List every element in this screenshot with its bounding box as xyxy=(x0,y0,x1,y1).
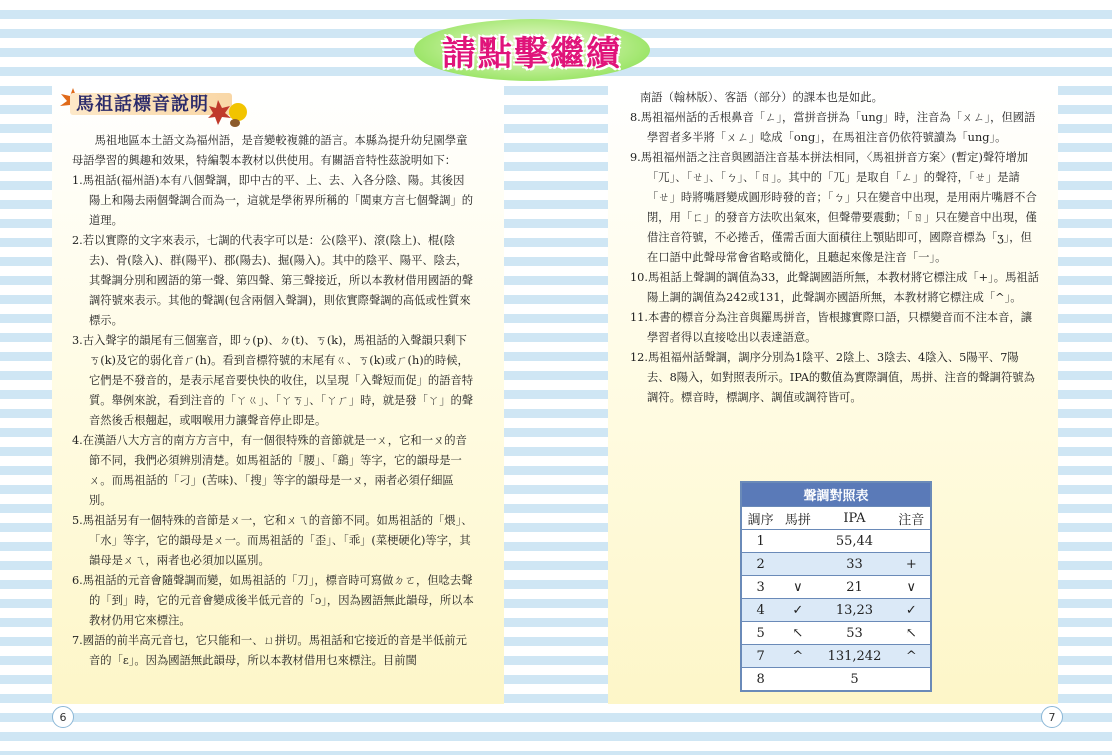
table-cell: 33 xyxy=(816,553,892,576)
table-cell: ↖ xyxy=(893,622,931,645)
page-number-right: 7 xyxy=(1041,706,1063,728)
note-item-3: 3.古入聲字的韻尾有三個塞音，即ㄅ(p)、ㄉ(t)、ㄎ(k)，馬祖話的入聲韻只剩下ㄎ(k)及它的弱化音ㄏ(h)。看到音標符號的末尾有ㄍ、ㄎ(k)或ㄏ(h)的時候，它們是不發音的，是表示尾音要快快的收住，以呈現「入聲短而促」的語音特質。舉例來說，看到注音的「ㄚㄍ」、「ㄚㄎ」、「ㄚㄏ」時，就是發「ㄚ」的聲音然後舌根翹起，或咽喉用力讓聲音停止即是。 xyxy=(72,334,474,427)
header-cell: 注音 xyxy=(893,507,931,530)
left-page-text xyxy=(72,131,474,671)
page-number-left: 6 xyxy=(52,706,74,728)
table-cell xyxy=(779,668,816,692)
table-cell xyxy=(779,530,816,553)
table-row xyxy=(741,553,931,576)
table-row xyxy=(741,622,931,645)
section-title-label: 馬祖話標音說明 xyxy=(76,94,209,115)
table-row xyxy=(741,530,931,553)
table-cell: 21 xyxy=(816,576,892,599)
intro-paragraph: 馬祖地區本土語文為福州語，是音變較複雜的語言。本縣為提升幼兒園學童母語學習的興趣和效果，特編製本教材以供使用。有關語音特性茲說明如下： xyxy=(72,134,468,167)
table-cell: 8 xyxy=(741,668,779,692)
note-item-7-cont: 南語（翰林版）、客語（部分）的課本也是如此。 xyxy=(640,91,883,104)
note-item-8: 8.馬祖福州話的舌根鼻音「ㄥ」，當拼音拼為「ung」時，注音為「ㄨㄥ」，但國語學習者多半將「ㄨㄥ」唸成「ong」，在馬祖注音仍依符號讀為「ung」。 xyxy=(630,111,1036,144)
note-item-2: 2.若以實際的文字來表示，七調的代表字可以是：公(陰平)、滾(陰上)、棍(陰去)、骨(陰入)、群(陽平)、郡(陽去)、掘(陽入)。其中的陰平、陽平、陰去，其聲調分別和國語的第一聲、第四聲、第三聲接近，所以本教材借用國語的聲調符號來表示。其他的聲調(包含兩個入聲調)，則依實際聲調的高低或性質來標示。 xyxy=(72,234,474,327)
table-cell: 13,23 xyxy=(816,599,892,622)
table-row xyxy=(741,645,931,668)
table-cell: 53 xyxy=(816,622,892,645)
note-item-9: 9.馬祖福州語之注音與國語注音基本拼法相同，〈馬祖拼音方案〉(暫定)聲符增加「ㄫ」、「ㄝ」、「ㄅ」、「ㄖ」。其中的「ㄫ」是取自「ㄥ」的聲符，「ㄝ」是請「ㄝ」時將嘴唇變成圓形時發的音；「ㄅ」只在變音中出現，是用兩片嘴唇不合閉，用「ㄈ」的發音方法吹出氣來，但聲帶要震動；「ㄖ」只在變音中出現，僅借注音符號，不必捲舌，僅需舌面大面積往上顎貼即可，國際音標為「ʒ」，但在口語中此聲母常會省略或簡化，且聽起來像是注音「一」。 xyxy=(630,151,1037,264)
autumn-leaves-icon xyxy=(208,96,248,128)
note-item-11: 11.本書的標音分為注音與羅馬拼音，皆根據實際口語，只標變音而不注本音，讓學習者得以直接唸出以表達語意。 xyxy=(630,311,1033,344)
table-cell: + xyxy=(893,553,931,576)
table-row xyxy=(741,599,931,622)
table-cell: 1 xyxy=(741,530,779,553)
table-cell: 7 xyxy=(741,645,779,668)
note-item-5: 5.馬祖話另有一個特殊的音節是ㄨ一，它和ㄨㄟ的音節不同。如馬祖話的「煨」、「水」等字，它的韻母是ㄨ一。而馬祖話的「歪」、「乖」(菜梗硬化)等字，其韻母是ㄨㄟ，兩者也必須加以區別。 xyxy=(72,514,473,567)
table-cell: 131,242 xyxy=(816,645,892,668)
note-item-7: 7.國語的前半高元音乜，它只能和一、ㄩ拼切。馬祖話和它接近的音是半低前元音的「ɛ」。因為國語無此韻母，所以本教材借用乜來標注。目前閩 xyxy=(72,634,467,667)
table-row xyxy=(741,576,931,599)
header-cell: 馬拼 xyxy=(779,507,816,530)
note-item-10: 10.馬祖話上聲調的調值為33，此聲調國語所無，本教材將它標注成「+」。馬祖話陽上調的調值為242或131，此聲調亦國語所無，本教材將它標注成「^」。 xyxy=(630,271,1039,304)
header-cell: 調序 xyxy=(741,507,779,530)
continue-button[interactable] xyxy=(414,19,650,81)
table-cell: 3 xyxy=(741,576,779,599)
table-cell: ∨ xyxy=(779,576,816,599)
table-cell xyxy=(779,553,816,576)
table-cell: ↖ xyxy=(779,622,816,645)
table-header-row xyxy=(741,507,931,530)
table-cell: 4 xyxy=(741,599,779,622)
table-cell: 2 xyxy=(741,553,779,576)
table-cell xyxy=(893,530,931,553)
table-cell: 5 xyxy=(741,622,779,645)
table-cell: ^ xyxy=(893,645,931,668)
note-item-4: 4.在漢語八大方言的南方方言中，有一個很特殊的音節就是一ㄨ，它和一ㄡ的音節不同，我們必須辨別清楚。如馬祖話的「腰」、「鷂」等字，它的韻母是一ㄨ。而馬祖話的「刁」(苦味)、「搜」等字的韻母是一ㄡ，兩者必須仔細區別。 xyxy=(72,434,467,507)
table-cell: ∨ xyxy=(893,576,931,599)
table-cell: ^ xyxy=(779,645,816,668)
tone-table-caption: 聲調對照表 xyxy=(741,482,931,507)
right-page-text xyxy=(630,88,1040,408)
table-cell: ✓ xyxy=(893,599,931,622)
note-item-1: 1.馬祖話(福州語)本有八個聲調，即中古的平、上、去、入各分陰、陽。其後因陽上和陽去兩個聲調合而為一，這就是學術界所稱的「閩東方言七個聲調」的道理。 xyxy=(72,174,474,227)
continue-button-label: 請點擊繼續 xyxy=(442,33,622,74)
table-cell: ✓ xyxy=(779,599,816,622)
section-title xyxy=(58,86,248,124)
tone-table xyxy=(740,481,932,692)
table-cell: 5 xyxy=(816,668,892,692)
table-row xyxy=(741,668,931,692)
table-cell xyxy=(893,668,931,692)
header-cell: IPA xyxy=(816,507,892,530)
note-item-6: 6.馬祖話的元音會隨聲調而變，如馬祖話的「刀」，標音時可寫做ㄉㄛ，但唸去聲的「到」時，它的元音會變成後半低元音的「ɔ」，因為國語無此韻母，所以本教材仍用它來標注。 xyxy=(72,574,474,627)
table-cell: 55,44 xyxy=(816,530,892,553)
note-item-12: 12.馬祖福州話聲調，調序分別為1陰平、2陰上、3陰去、4陰入、5陽平、7陽去、8陽入，如對照表所示。IPA的數值為實際調值，馬拼、注音的聲調符號為調符。標音時，標調序、調值或調符皆可。 xyxy=(630,351,1035,404)
